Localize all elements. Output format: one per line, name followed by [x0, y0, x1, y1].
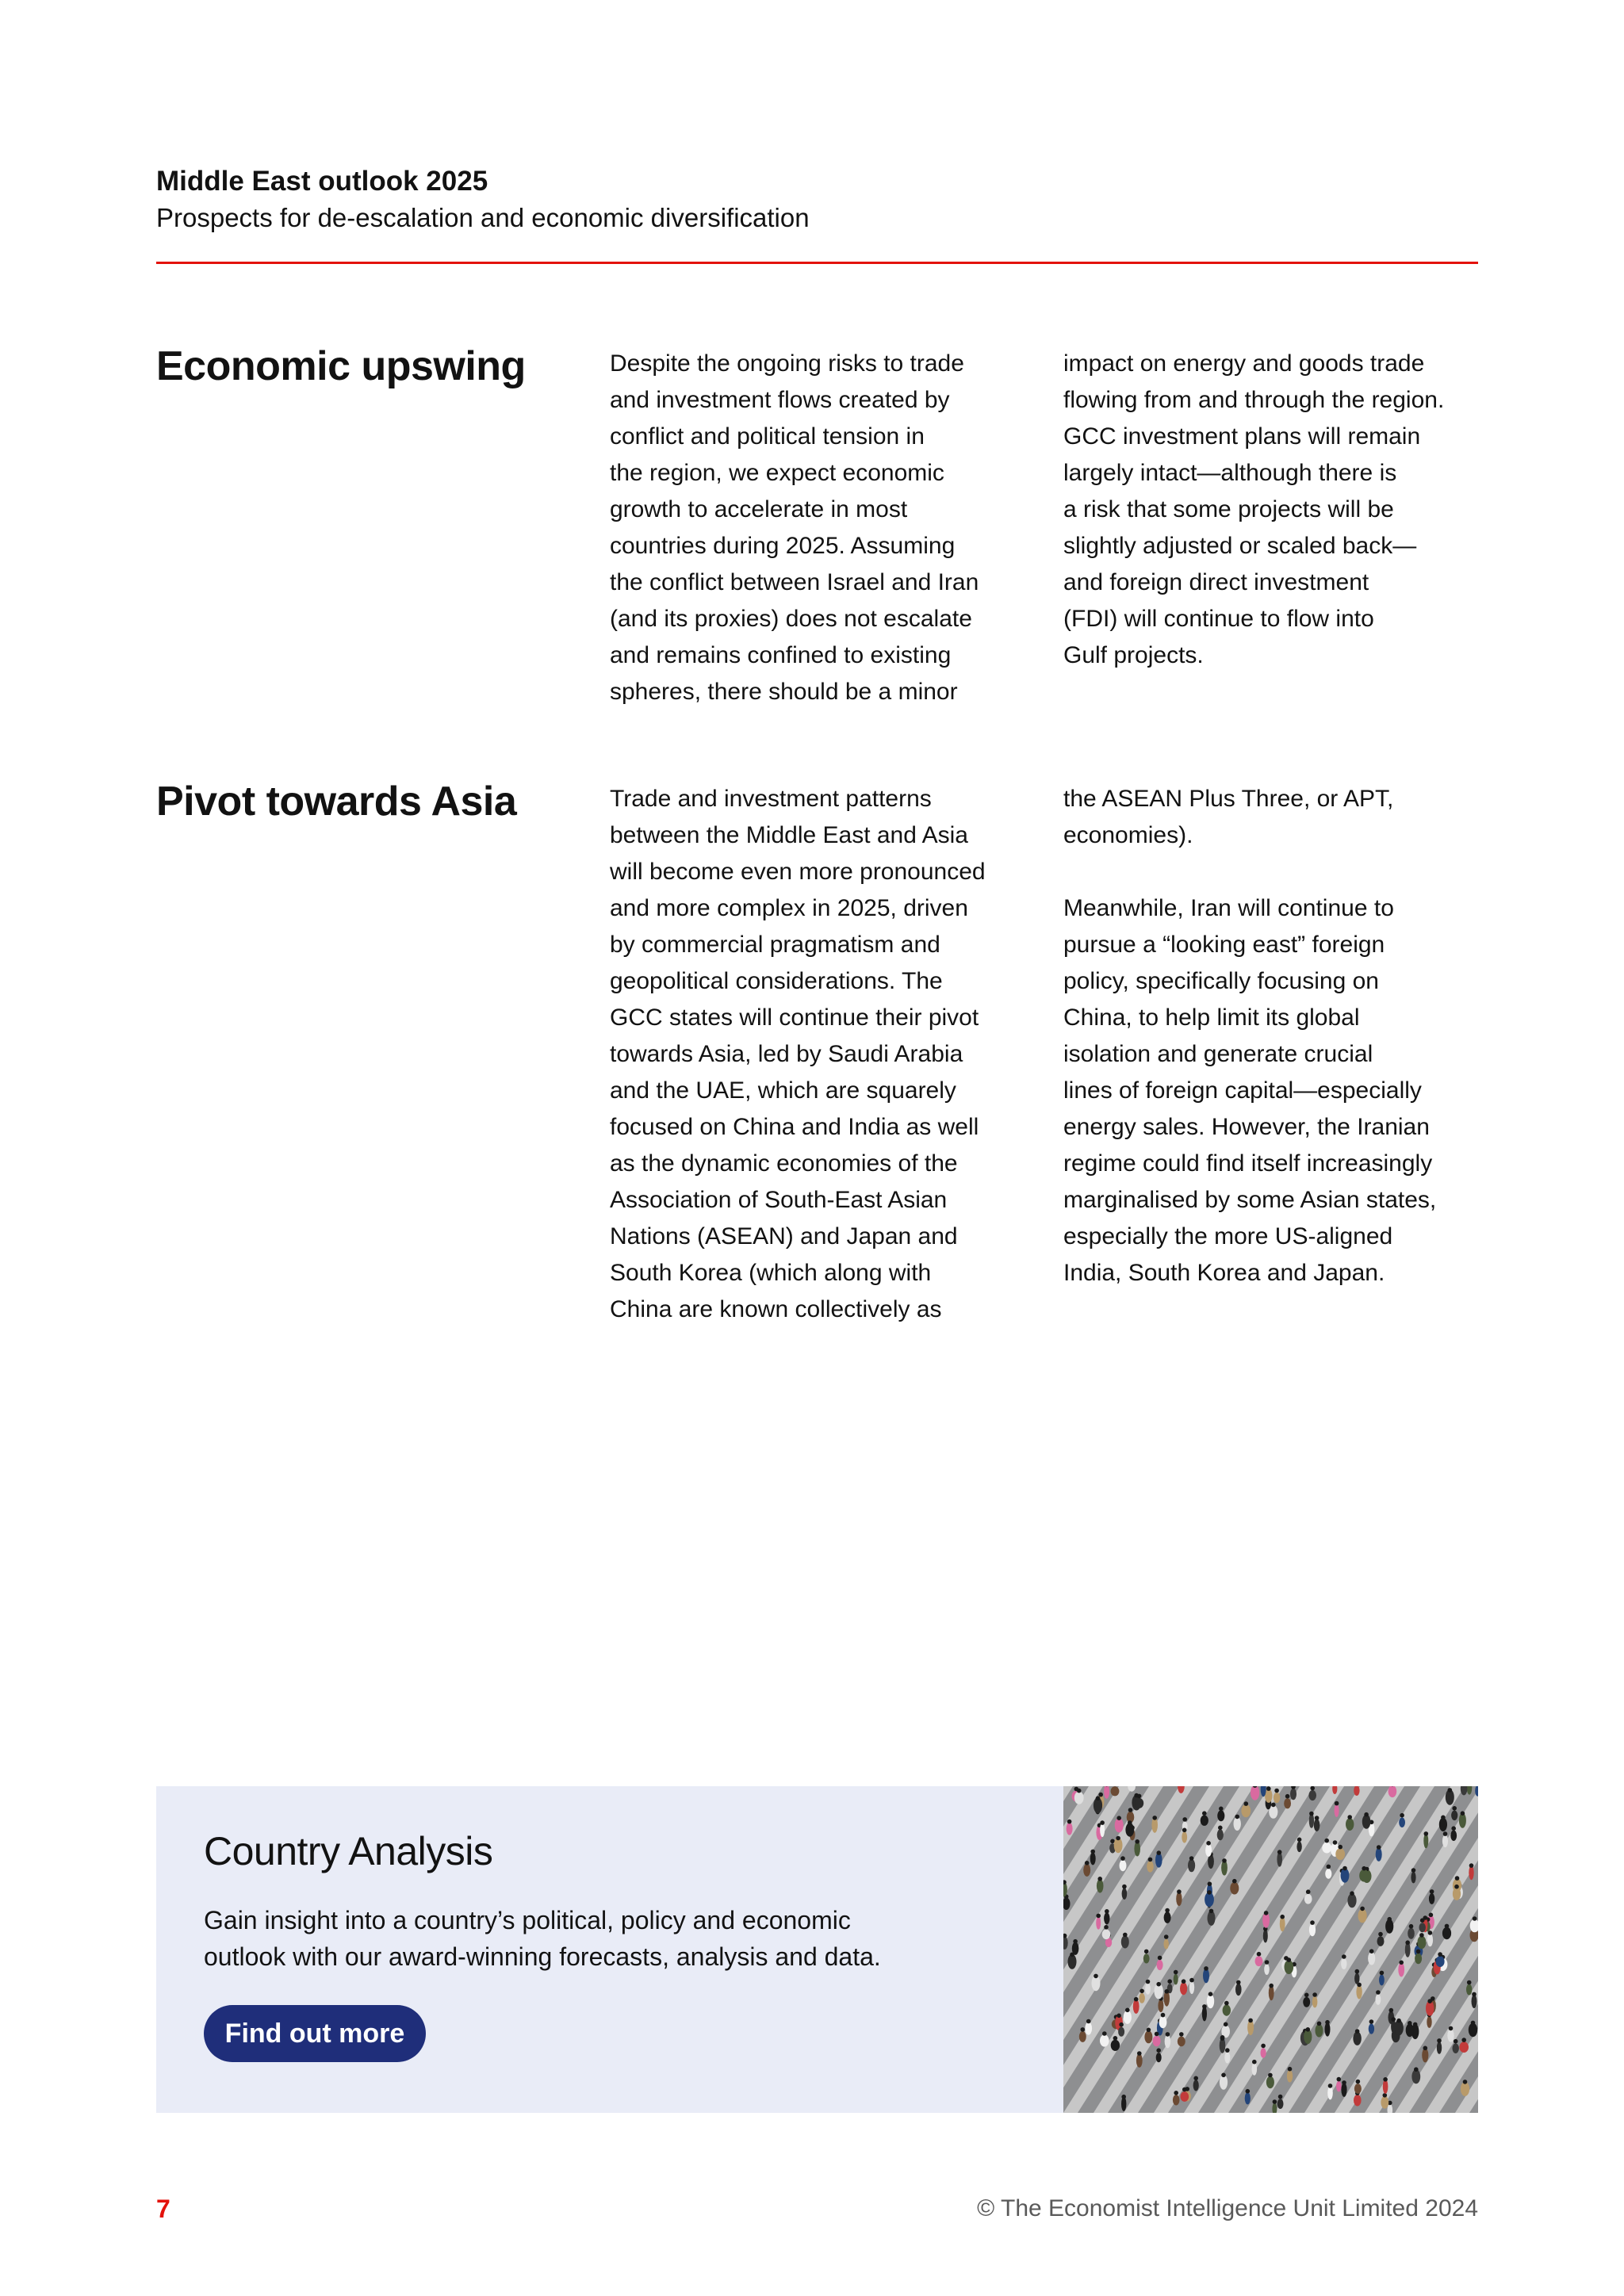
body-column-right: the ASEAN Plus Three, or APT, economies). Meanwhile, Iran will continue to pursue a “looking east” foreign policy, specifically focusing on China, to help limit its global isolation and generate crucial lines of foreign capital—especially energy sales. However, the Iranian regime could find itself increasingly marginalised by some Asian states, especially the more US-aligned India, South Korea and Japan.	[1063, 786, 1437, 1286]
body-column-left: Despite the ongoing risks to trade and investment flows created by conflict and political tension in the region, we expect economic growth to accelerate in most countries during 2025. Assuming the conflict between Israel and Iran (and its proxies) does not escalate and remains confined to existing spheres, there should be a minor	[610, 350, 979, 705]
crowd-photo-icon	[1063, 1786, 1478, 2113]
report-title: Middle East outlook 2025	[156, 166, 488, 197]
crowd-crosswalk-photo	[1063, 1786, 1478, 2113]
body-column-right: impact on energy and goods trade flowing from and through the region. GCC investment plans will remain largely intact—although there is a risk that some projects will be slightly adjusted or scaled back— and foreign direct investment (FDI) will continue to flow into Gulf projects.	[1063, 350, 1445, 668]
page-header	[156, 163, 1478, 236]
copyright-notice: © The Economist Intelligence Unit Limited 2024	[977, 2195, 1478, 2221]
find-out-more-button[interactable]: Find out more	[204, 2005, 426, 2062]
section-heading: Pivot towards Asia	[156, 779, 517, 825]
promo-title: Country Analysis	[204, 1829, 493, 1873]
report-subtitle: Prospects for de-escalation and economic diversification	[156, 203, 810, 232]
header-divider	[156, 262, 1478, 264]
body-column-left: Trade and investment patterns between the Middle East and Asia will become even more pronounced and more complex in 2025, driven by commercial pragmatism and geopolitical considerations. The GCC states will continue their pivot towards Asia, led by Saudi Arabia and the UAE, which are squarely focused on China and India as well as the dynamic economies of the Association of South-East Asian Nations (ASEAN) and Japan and South Korea (which along with China are known collectively as	[610, 786, 986, 1322]
section-heading: Economic upswing	[156, 343, 526, 389]
promo-description: Gain insight into a country’s political, policy and economic outlook with our award-winning forecasts, analysis and data.	[204, 1906, 881, 1971]
country-analysis-promo	[156, 1786, 1478, 2113]
page-number: 7	[156, 2195, 170, 2223]
